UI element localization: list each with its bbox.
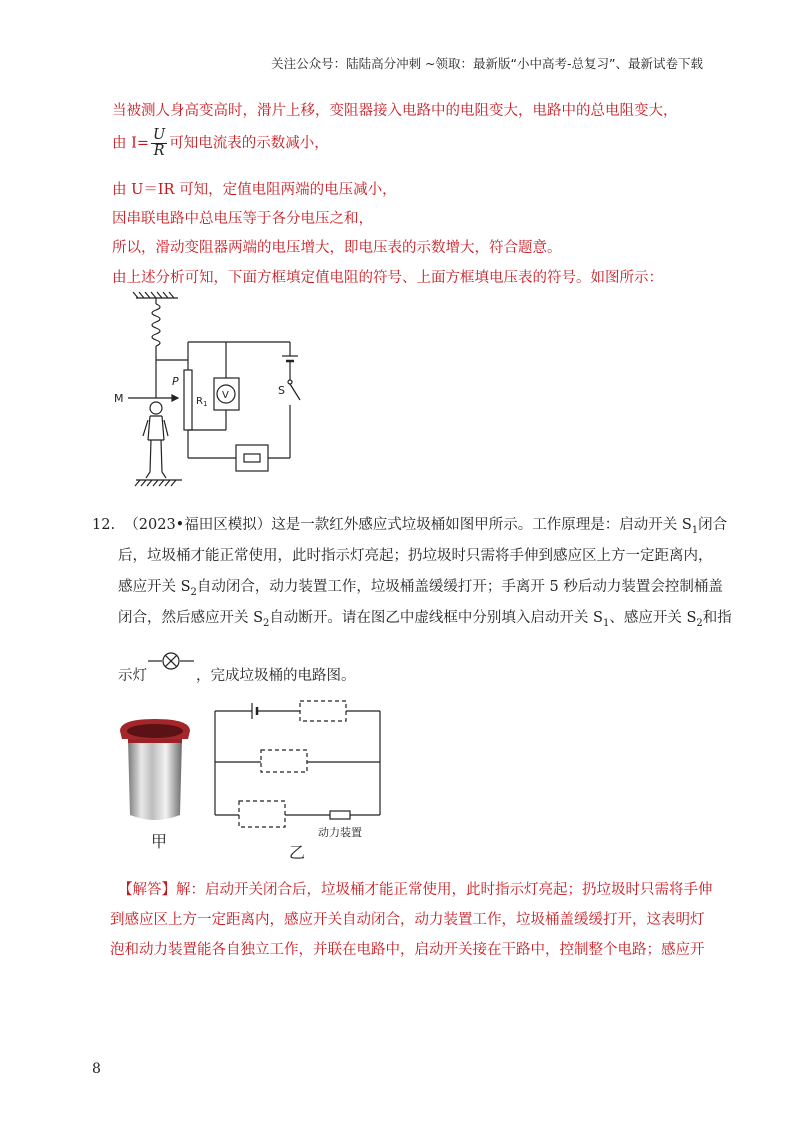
label-r1	[196, 396, 207, 408]
label-m: M	[114, 392, 124, 405]
label-v: V	[222, 390, 229, 401]
q12-sub-4b: 1	[602, 617, 610, 629]
label-p: P	[172, 375, 179, 388]
q12-text-3a: 感应开关 S	[118, 579, 191, 595]
formula-suffix: 可知电流表的示数减小，	[169, 135, 329, 152]
q12-sub-4c: 2	[696, 617, 703, 629]
answer-line-3: 泡和动力装置能各自独立工作，并联在电路中，启动开关接在干路中，控制整个电路；感应开	[110, 942, 705, 958]
question-12-line-4	[118, 606, 732, 629]
q12-sub-1: 1	[691, 524, 699, 536]
answer-text-1: 解：启动开关闭合后，垃圾桶才能正常使用，此时指示灯亮起；扔垃圾时只需将手伸	[176, 882, 713, 898]
label-yi: 乙	[289, 843, 306, 862]
trash-can-circuit-diagram	[208, 695, 393, 855]
q12-text-4c: 、感应开关 S	[609, 610, 697, 626]
label-r-sub: 1	[202, 400, 208, 408]
label-r: R	[196, 396, 203, 407]
page-header: 关注公众号：陆陆高分冲刺 ~领取：最新版“小中高考-总复习”、最新试卷下载	[271, 56, 703, 71]
answer-tag: 【解答】	[118, 882, 176, 898]
solution-line-3: 由 U＝IR 可知，定值电阻两端的电压减小，	[112, 182, 397, 198]
solution-line-5: 所以，滑动变阻器两端的电压增大，即电压表的示数增大，符合题意。	[112, 240, 562, 256]
height-meter-circuit-diagram	[108, 290, 328, 490]
q12-sub-3: 2	[190, 586, 197, 598]
page-number: 8	[92, 1061, 101, 1077]
label-power-device: 动力装置	[318, 826, 362, 839]
q12-text-3b: 自动闭合，动力装置工作，垃圾桶盖缓缓打开；手离开 5 秒后动力装置会控制桶盖	[196, 579, 723, 595]
solution-line-1: 当被测人身高变高时，滑片上移，变阻器接入电路中的电阻变大，电路中的总电阻变大，	[112, 103, 678, 119]
answer-line-2: 到感应区上方一定距离内，感应开关自动闭合，动力装置工作，垃圾桶盖缓缓打开，这表明灯	[110, 912, 705, 928]
q12-text-4d: 和指	[702, 610, 732, 626]
label-jia: 甲	[151, 832, 168, 851]
question-12-line-3	[118, 575, 723, 598]
question-12-line-5-a: 示灯	[118, 668, 147, 684]
solution-line-4: 因串联电路中总电压等于各分电压之和，	[112, 211, 373, 227]
fraction-denominator: R	[153, 143, 165, 159]
q12-text-4b: 自动断开。请在图乙中虚线框中分别填入启动开关 S	[269, 610, 603, 626]
formula-prefix: 由 I=	[112, 135, 149, 152]
question-12-line-2: 后，垃圾桶才能正常使用，此时指示灯亮起；扔垃圾时只需将手伸到感应区上方一定距离内，	[118, 548, 713, 564]
fraction-u-over-r	[151, 128, 167, 159]
label-s: S	[278, 384, 285, 397]
question-number: 12.	[92, 517, 116, 533]
question-12-line-1	[92, 513, 727, 536]
q12-sub-4a: 2	[263, 617, 270, 629]
lamp-symbol-icon	[148, 650, 194, 672]
question-12-line-5-b: ，完成垃圾桶的电路图。	[196, 668, 356, 684]
solution-line-6: 由上述分析可知，下面方框填定值电阻的符号、上面方框填电压表的符号。如图所示：	[112, 270, 663, 286]
q12-text-1: （2023•福田区模拟）这是一款红外感应式垃圾桶如图甲所示。工作原理是：启动开关 S	[124, 517, 692, 533]
q12-text-1-end: 闭合	[698, 517, 728, 533]
solution-line-2	[112, 128, 329, 159]
fraction-numerator: U	[153, 127, 166, 143]
answer-line-1	[118, 878, 713, 899]
q12-text-4a: 闭合，然后感应开关 S	[118, 610, 264, 626]
